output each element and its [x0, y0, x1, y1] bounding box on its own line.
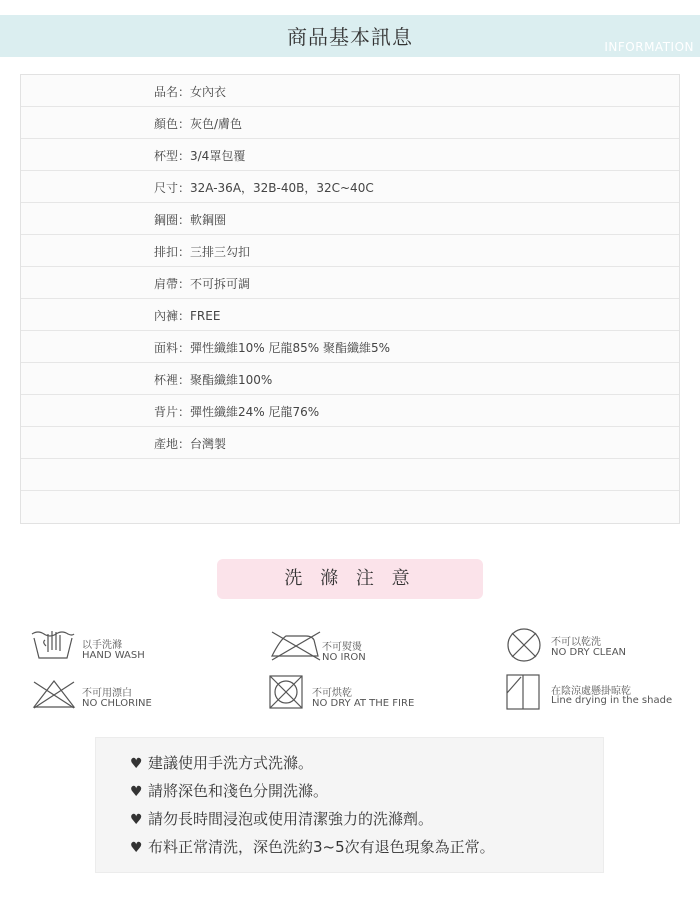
- care-label-en: NO CHLORINE: [82, 698, 152, 709]
- info-row-text: 尺寸：32A-36A，32B-40B，32C~40C: [154, 181, 374, 195]
- info-row-cup: [21, 139, 679, 171]
- note-item: [130, 780, 328, 801]
- info-row-panty: [21, 299, 679, 331]
- care-label-zh: 不可烘乾: [312, 688, 352, 699]
- info-row-empty: [21, 459, 679, 491]
- product-info-table: [20, 74, 680, 524]
- info-row-text: 杯裡：聚酯纖維100%: [154, 373, 273, 387]
- note-text: 布料正常清洗，深色洗約3~5次有退色現象為正常。: [148, 838, 495, 856]
- note-text: 建議使用手洗方式洗滌。: [148, 754, 314, 772]
- info-row-text: 品名：女內衣: [154, 85, 227, 99]
- care-item-line-dry-shade: [505, 673, 695, 713]
- care-label-en: NO DRY AT THE FIRE: [312, 698, 415, 709]
- care-label-en: NO IRON: [322, 652, 366, 663]
- care-item-no-bleach: [30, 678, 200, 714]
- info-row-lining: [21, 363, 679, 395]
- info-row-hooks: [21, 235, 679, 267]
- info-row-size: [21, 171, 679, 203]
- note-item: [130, 752, 313, 773]
- info-row-text: 肩帶：不可拆可調: [154, 277, 251, 291]
- wash-section-title: 洗 滌 注 意: [217, 559, 483, 599]
- care-label-zh: 不可以乾洗: [551, 637, 601, 648]
- care-label-en: HAND WASH: [82, 650, 145, 661]
- care-label-en: Line drying in the shade: [551, 695, 673, 706]
- care-label-en: NO DRY CLEAN: [551, 647, 627, 658]
- info-row-wire: [21, 203, 679, 235]
- no-dry-clean-icon: [505, 626, 545, 664]
- info-header-band: [0, 15, 700, 57]
- info-row-text: 排扣：三排三勾扣: [154, 245, 251, 259]
- care-label-zh: 在陰涼處懸掛晾乾: [551, 686, 631, 697]
- note-item: [130, 836, 495, 857]
- care-item-no-iron: [268, 630, 438, 668]
- info-row-text: 顏色：灰色/膚色: [154, 117, 243, 131]
- info-row-text: 背片：彈性纖維24% 尼龍76%: [154, 405, 320, 419]
- care-label-zh: 不可熨燙: [322, 642, 362, 653]
- care-item-no-tumble-dry: [268, 674, 448, 714]
- no-bleach-icon: [30, 678, 78, 710]
- note-item: [130, 808, 433, 829]
- care-item-no-dry-clean: [505, 626, 685, 666]
- info-row-empty: [21, 491, 679, 523]
- heart-icon: ♥: [130, 756, 143, 772]
- info-row-name: [21, 75, 679, 107]
- info-row-back: [21, 395, 679, 427]
- no-tumble-dry-icon: [268, 674, 304, 710]
- info-row-color: [21, 107, 679, 139]
- heart-icon: ♥: [130, 840, 143, 856]
- info-row-text: 產地：台灣製: [154, 437, 227, 451]
- info-row-fabric: [21, 331, 679, 363]
- info-row-text: 內褲：FREE: [154, 309, 221, 323]
- info-row-straps: [21, 267, 679, 299]
- care-label-zh: 以手洗滌: [82, 640, 122, 651]
- info-row-text: 面料：彈性纖維10% 尼龍85% 聚酯纖維5%: [154, 341, 391, 355]
- no-iron-icon: [268, 630, 322, 662]
- heart-icon: ♥: [130, 784, 143, 800]
- note-text: 請將深色和淺色分開洗滌。: [148, 782, 329, 800]
- hand-wash-icon: [28, 624, 78, 664]
- care-label-zh: 不可用漂白: [82, 688, 132, 699]
- note-text: 請勿長時間浸泡或使用清潔強力的洗滌劑。: [148, 810, 434, 828]
- care-item-hand-wash: [28, 624, 198, 666]
- line-dry-shade-icon: [505, 673, 543, 711]
- info-row-text: 杯型：3/4罩包覆: [154, 149, 246, 163]
- page-subtitle: INFORMATION: [604, 40, 694, 54]
- page-title: 商品基本訊息: [287, 25, 413, 49]
- heart-icon: ♥: [130, 812, 143, 828]
- info-row-origin: [21, 427, 679, 459]
- info-row-text: 鋼圈：軟鋼圈: [154, 213, 227, 227]
- wash-notes-box: [95, 737, 604, 873]
